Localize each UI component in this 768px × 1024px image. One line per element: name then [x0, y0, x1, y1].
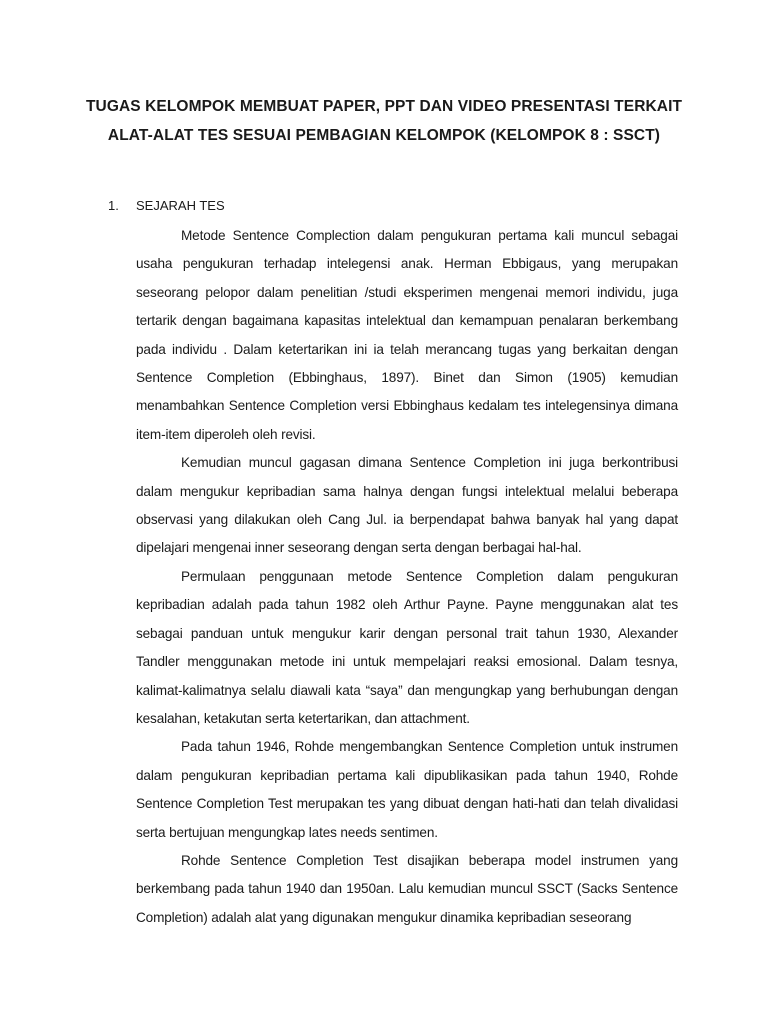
section-heading — [108, 196, 225, 216]
paragraph: Permulaan penggunaan metode Sentence Completion dalam pengukuran kepribadian adalah pada tahun 1982 oleh Arthur Payne. Payne menggunakan alat tes sebagai panduan untuk mengukur karir dengan personal trait tahun 1930, Alexander Tandler menggunakan metode ini untuk mempelajari reaksi emosional. Dalam tesnya, kalimat-kalimatnya selalu diawali kata “saya” dan mengungkap yang berhubungan dengan kesalahan, ketakutan serta ketertarikan, dan attachment. — [136, 568, 678, 726]
document-title — [60, 92, 708, 150]
paragraph: Rohde Sentence Completion Test disajikan beberapa model instrumen yang berkembang pada tahun 1940 dan 1950an. Lalu kemudian muncul SSCT (Sacks Sentence Completion) adalah alat yang digunakan mengukur dinamika kepribadian seseorang — [136, 852, 678, 925]
title-line-2: ALAT-ALAT TES SESUAI PEMBAGIAN KELOMPOK (KELOMPOK 8 : SSCT) — [107, 127, 661, 144]
section-number: 1. — [108, 198, 119, 213]
paragraph: Kemudian muncul gagasan dimana Sentence Completion ini juga berkontribusi dalam mengukur kepribadian sama halnya dengan fungsi intelektual melalui beberapa observasi yang dilakukan oleh Cang Jul. ia berpendapat bahwa banyak hal yang dapat dipelajari mengenai inner seseorang dengan serta dengan berbagai hal-hal. — [136, 455, 678, 556]
document-body — [136, 222, 678, 932]
paragraph: Pada tahun 1946, Rohde mengembangkan Sentence Completion untuk instrumen dalam pengukuran kepribadian pertama kali dipublikasikan pada tahun 1940, Rohde Sentence Completion Test merupakan tes yang dibuat dengan hati-hati dan telah divalidasi serta bertujuan mengungkap lates needs sentimen. — [136, 739, 678, 840]
section-title: SEJARAH TES — [136, 198, 225, 213]
title-line-1: TUGAS KELOMPOK MEMBUAT PAPER, PPT DAN VIDEO PRESENTASI TERKAIT — [85, 98, 683, 115]
paragraph: Metode Sentence Complection dalam pengukuran pertama kali muncul sebagai usaha pengukuran terhadap intelegensi anak. Herman Ebbigaus, yang merupakan seseorang pelopor dalam penelitian /studi eksperimen mengenai memori individu, juga tertarik dengan bagaimana kapasitas intelektual dan kemampuan penalaran berkembang pada individu . Dalam ketertarikan ini ia telah merancang tugas yang berkaitan dengan Sentence Completion (Ebbinghaus, 1897). Binet dan Simon (1905) kemudian menambahkan Sentence Completion versi Ebbinghaus kedalam tes intelegensinya dimana item-item diperoleh oleh revisi. — [136, 228, 678, 442]
